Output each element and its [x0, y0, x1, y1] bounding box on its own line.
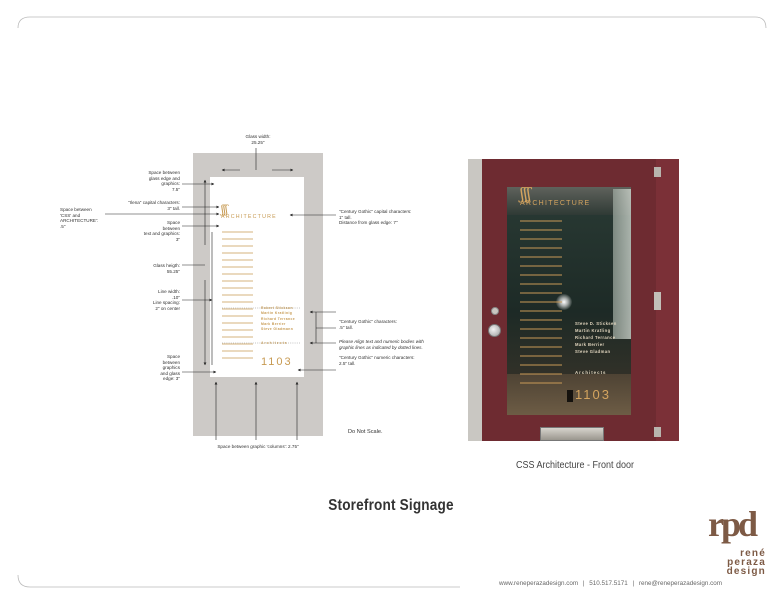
ann-ilena-caps: "Ilena" capital characters: 3" tall.	[128, 200, 180, 211]
drawing-logo-mark: ʃʃʃ	[221, 203, 227, 216]
photo-architects: Architects	[575, 370, 607, 375]
photo-hinge-top	[654, 167, 661, 177]
ann-century-gothic-chars: "Century Gothic" characters: .5" tall.	[339, 319, 397, 330]
photo-number-plate	[567, 390, 573, 402]
drawing-number: 1103	[261, 356, 293, 368]
drawing-name-5: Steve Gladmann	[261, 327, 294, 332]
ann-align-note: Please Align text and numeric bodies with graphic lines as indicated by dotted lines.	[339, 339, 424, 350]
ann-line-width: Line width: .10" Line spacing: 2" on center	[152, 289, 180, 311]
drawing-name-3: Richard Terrance	[261, 316, 296, 321]
photo-logo-mark: ʃʃʃ	[520, 184, 531, 203]
ann-space-css-arch: Space between 'CSS' and ARCHITECTURE': .5"	[60, 207, 99, 229]
rpd-logo-text	[710, 549, 766, 576]
footer-phone: 510.517.5171	[589, 580, 628, 587]
photo-lock	[491, 307, 499, 315]
drawing-name-1: Robert Stickson	[261, 306, 293, 310]
footer-url[interactable]: www.reneperazadesign.com	[499, 580, 579, 587]
logo-line-design: design	[726, 566, 766, 577]
photo-window-light	[613, 189, 631, 339]
photo-number: 1103	[575, 387, 611, 402]
ann-century-gothic-caps: "Century Gothic" capital characters: 1" tall. Distance from glass edge: 7"	[339, 209, 412, 226]
drawing-company-name: ARCHITECTURE	[221, 214, 277, 220]
drawing-name-2: Martin Kratlinig	[261, 311, 293, 316]
drawing-architects: Architects	[261, 341, 288, 345]
photo-name-4: Mark Berrier	[575, 342, 605, 347]
footer-separator: |	[582, 580, 585, 587]
footer-separator: |	[632, 580, 635, 587]
photo-name-3: Richard Terrance	[575, 335, 616, 340]
photo-name-2: Martin Kratling	[575, 328, 611, 333]
ann-space-bottom: Space between graphics and glass edge: 3"	[160, 354, 180, 382]
ann-century-gothic-numeric: "Century Gothic" numeric characters: 2.5" tall.	[339, 355, 415, 366]
photo-handle	[488, 324, 501, 337]
photo-name-5: Steve Gladman	[575, 349, 611, 354]
photo-hinge-bottom	[654, 427, 661, 437]
ann-glass-width: Glass width: 25.25"	[245, 134, 271, 145]
photo-company-name: ARCHITECTURE	[520, 200, 591, 207]
ann-space-columns: Space between graphic 'columns': 2.75"	[217, 444, 299, 449]
photo-name-1: Steve D. Sticksen	[575, 321, 617, 326]
rpd-logo-mark: rpd	[708, 504, 756, 544]
footer-contact	[499, 580, 722, 587]
page-title: Storefront Signage	[328, 497, 454, 514]
drawing-name-4: Mark Berrier	[261, 321, 286, 326]
logo-line-rene: rené	[740, 548, 766, 559]
logo-line-peraza: peraza	[727, 557, 766, 568]
photo-graphic-lines	[520, 217, 570, 387]
photo-mail-slot	[540, 427, 604, 441]
ann-space-glass-edge: Space between glass edge and graphics: 7.5"	[148, 170, 180, 192]
ann-glass-height: Glass heigth: 55.25"	[153, 263, 180, 274]
front-door-photo	[468, 159, 679, 441]
photo-names	[575, 320, 617, 355]
footer-email[interactable]: rene@reneperazadesign.com	[638, 580, 722, 587]
ann-space-text-graphics: Space between text and graphics: 3"	[143, 220, 180, 242]
do-not-scale-note: Do Not Scale.	[348, 429, 383, 435]
photo-caption: CSS Architecture - Front door	[515, 460, 635, 471]
photo-hinge-mid	[654, 292, 661, 310]
